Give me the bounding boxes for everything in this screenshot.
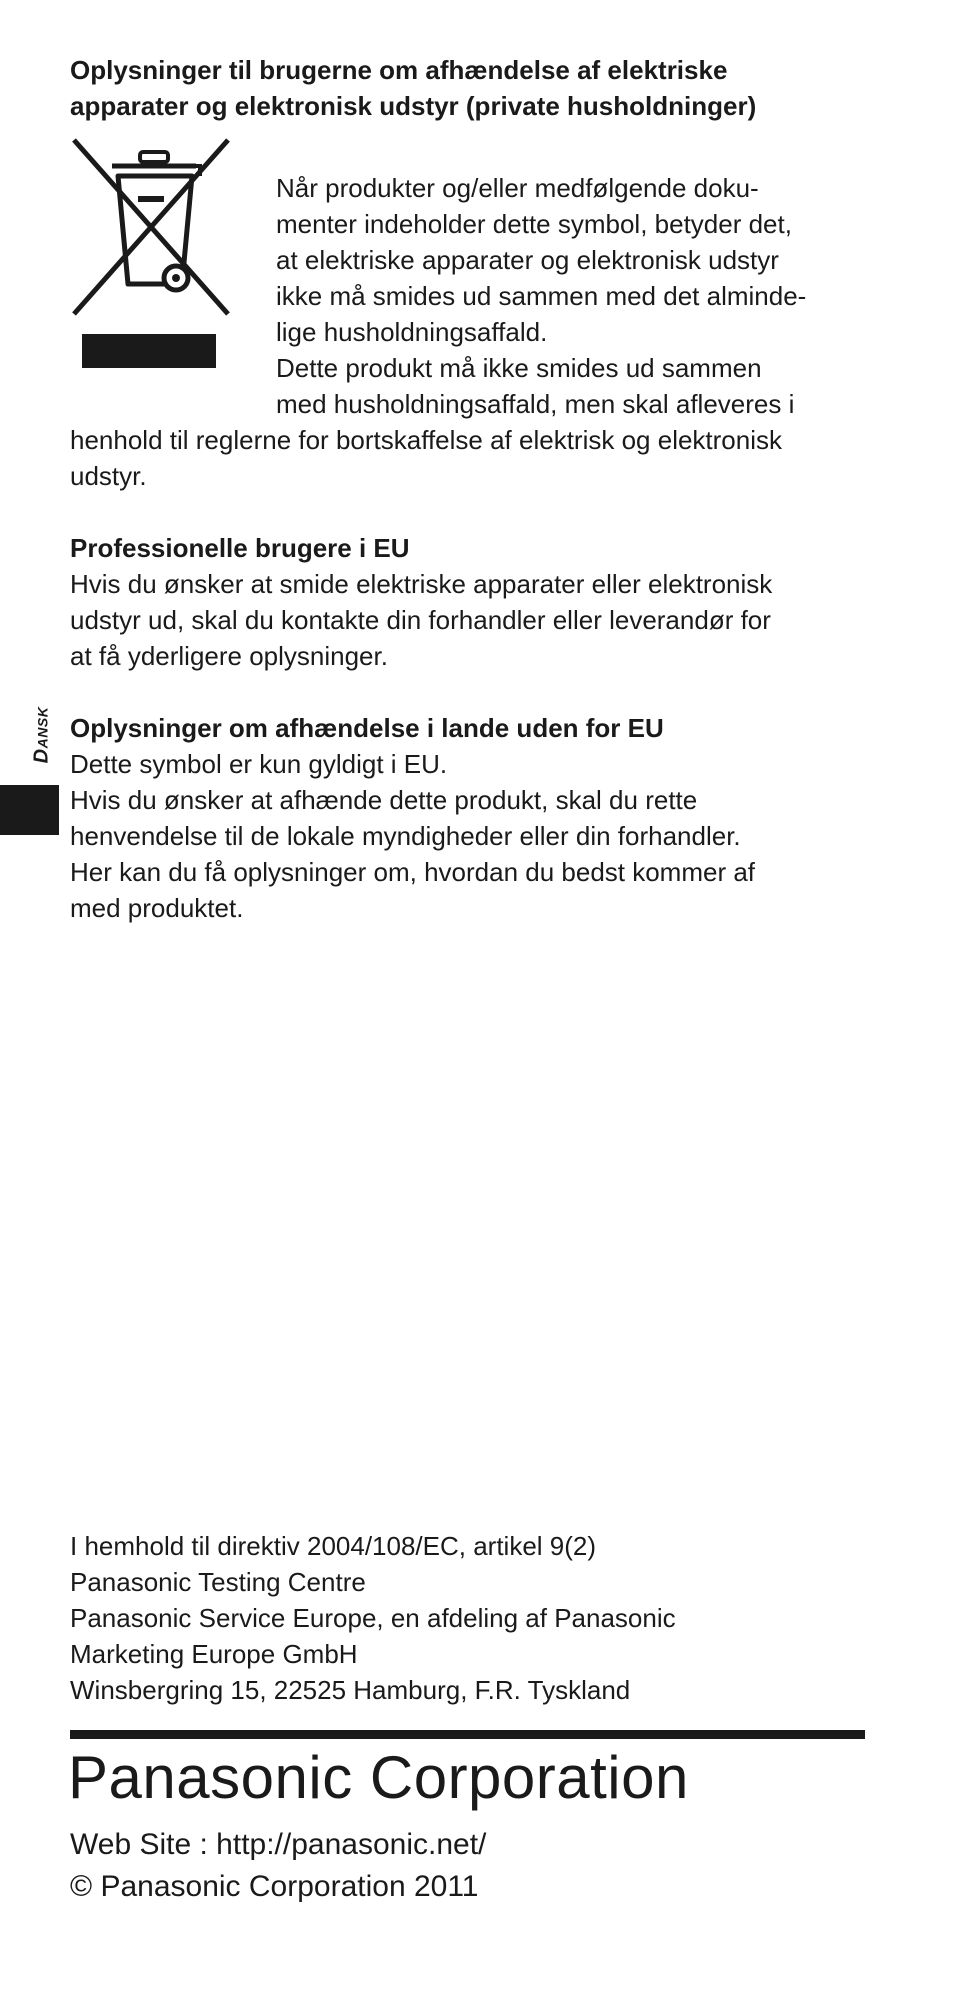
- disposal-heading: [70, 52, 875, 124]
- professional-users-line: at få yderligere oplysninger.: [70, 641, 388, 671]
- outside-eu-text: [70, 746, 875, 926]
- weee-description-line: ikke må smides ud sammen med det alminde-: [276, 281, 807, 311]
- weee-description-line: med husholdningsaffald, men skal afleveres i: [276, 389, 795, 419]
- crossed-out-bin-icon: [70, 136, 232, 374]
- weee-description-line: Dette produkt må ikke smides ud sammen: [276, 353, 762, 383]
- weee-description-continued: [70, 422, 875, 494]
- weee-description-line: lige husholdningsaffald.: [276, 317, 548, 347]
- outside-eu-section: [70, 710, 875, 926]
- manufacturer-address: [70, 1528, 875, 1708]
- outside-eu-line: Hvis du ønsker at afhænde dette produkt, skal du rette: [70, 785, 698, 815]
- address-line: Panasonic Testing Centre: [70, 1567, 366, 1597]
- weee-section: [70, 136, 875, 494]
- weee-description: [276, 136, 875, 422]
- corporation-name: Panasonic Corporation: [68, 1744, 689, 1811]
- footer-divider: [70, 1730, 865, 1739]
- address-line: Marketing Europe GmbH: [70, 1639, 358, 1669]
- weee-description-line: henhold til reglerne for bortskaffelse af elektrisk og elektronisk: [70, 425, 783, 455]
- copyright-text: © Panasonic Corporation 2011: [70, 1870, 479, 1903]
- professional-users-line: udstyr ud, skal du kontakte din forhandler eller leverandør for: [70, 605, 771, 635]
- document-body: [70, 52, 875, 926]
- professional-users-line: Hvis du ønsker at smide elektriske apparater eller elektronisk: [70, 569, 773, 599]
- weee-description-line: Når produkter og/eller medfølgende doku-: [276, 173, 759, 203]
- address-line: Panasonic Service Europe, en afdeling af Panasonic: [70, 1603, 676, 1633]
- weee-description-line: menter indeholder dette symbol, betyder det,: [276, 209, 792, 239]
- address-line: Winsbergring 15, 22525 Hamburg, F.R. Tyskland: [70, 1675, 631, 1705]
- outside-eu-heading: Oplysninger om afhændelse i lande uden for EU: [70, 713, 664, 743]
- disposal-heading-line: Oplysninger til brugerne om afhændelse af elektriske: [70, 55, 728, 85]
- weee-description-line: udstyr.: [70, 461, 147, 491]
- website-text: Web Site : http://panasonic.net/: [70, 1828, 487, 1861]
- professional-users-text: [70, 566, 875, 674]
- language-tab-text: Dansk: [30, 706, 53, 764]
- disposal-heading-line: apparater og elektronisk udstyr (private husholdninger): [70, 91, 757, 121]
- outside-eu-line: Her kan du få oplysninger om, hvordan du bedst kommer af: [70, 857, 756, 887]
- professional-users-section: [70, 530, 875, 674]
- outside-eu-line: med produktet.: [70, 893, 244, 923]
- address-line: I hemhold til direktiv 2004/108/EC, artikel 9(2): [70, 1531, 597, 1561]
- weee-description-line: at elektriske apparater og elektronisk udstyr: [276, 245, 779, 275]
- outside-eu-line: Dette symbol er kun gyldigt i EU.: [70, 749, 448, 779]
- language-tab-marker: [0, 785, 59, 835]
- corporation-info: [70, 1824, 875, 1908]
- professional-users-heading: Professionelle brugere i EU: [70, 533, 410, 563]
- outside-eu-line: henvendelse til de lokale myndigheder eller din forhandler.: [70, 821, 741, 851]
- language-tab-label: [24, 690, 60, 780]
